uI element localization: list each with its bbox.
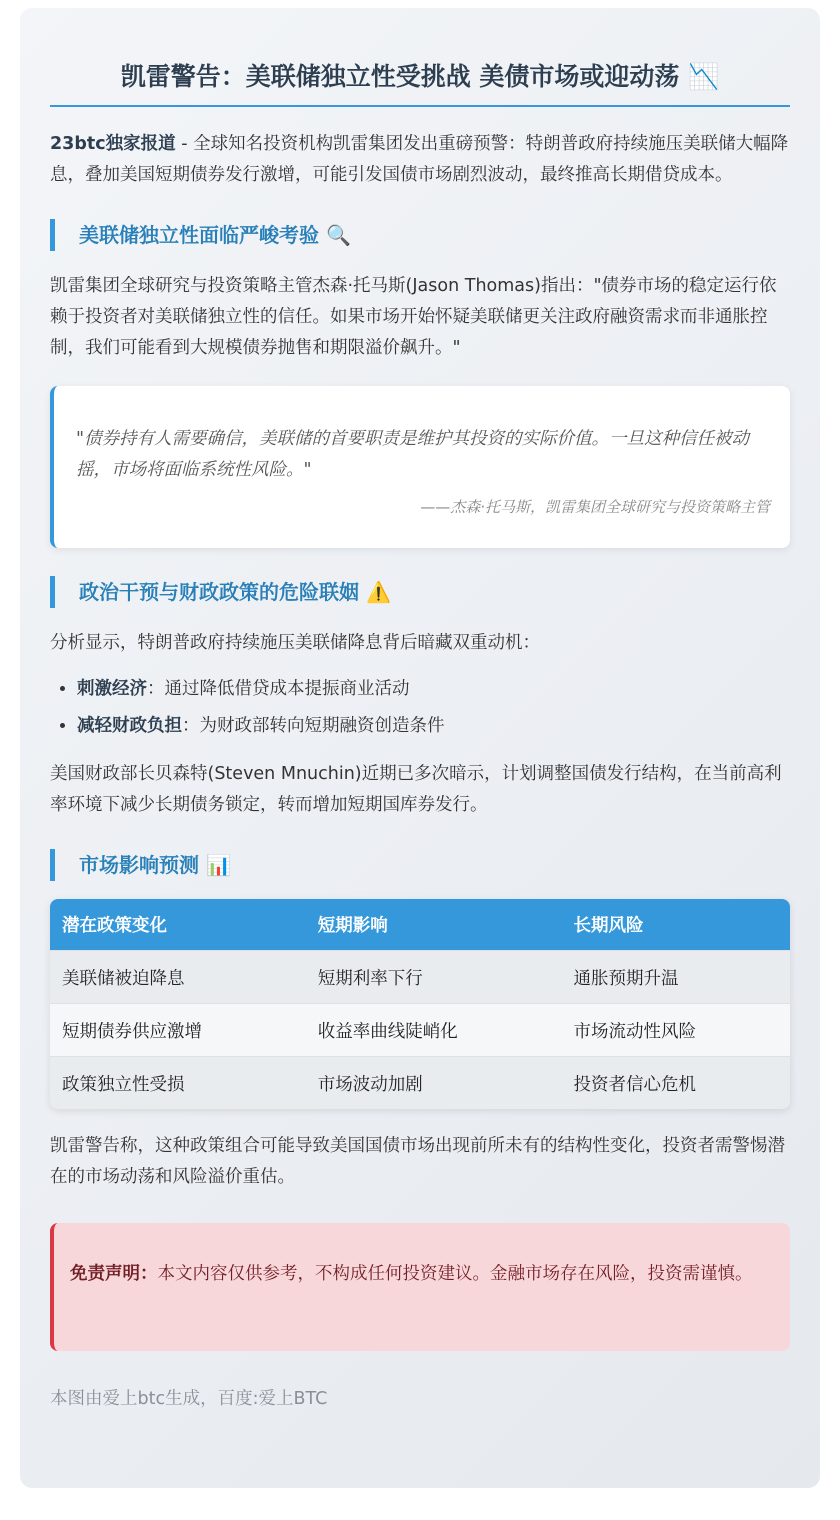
section-heading-political-intervention <box>50 576 790 608</box>
footer-credit: 本图由爱上btc生成，百度:爱上BTC <box>50 1389 328 1409</box>
section-heading-fed-independence <box>50 219 790 251</box>
list-item-label: 刺激经济 <box>77 679 147 699</box>
table-row <box>50 1003 790 1056</box>
section3-heading-text: 市场影响预测 <box>79 853 199 877</box>
section3-paragraph: 凯雷警告称，这种政策组合可能导致美国国债市场出现前所未有的结构性变化，投资者需警惕潜在的市场动荡和风险溢价重估。 <box>50 1136 785 1187</box>
section1-heading-text: 美联储独立性面临严峻考验 <box>79 223 319 247</box>
section-heading-market-impact <box>50 849 790 881</box>
list-item-label: 减轻财政负担 <box>77 716 182 736</box>
chart-decreasing-icon: 📉 <box>688 62 720 91</box>
table-cell: 投资者信心危机 <box>562 1056 791 1109</box>
table-cell: 短期债券供应激增 <box>50 1003 306 1056</box>
table-header-cell: 长期风险 <box>562 899 791 950</box>
intro-text: - 全球知名投资机构凯雷集团发出重磅预警：特朗普政府持续施压美联储大幅降息，叠加美国短期债券发行激增，可能引发国债市场剧烈波动，最终推高长期借贷成本。 <box>50 134 789 185</box>
page-title <box>50 8 790 107</box>
list-item-text: ：通过降低借贷成本提振商业活动 <box>147 679 410 699</box>
table-cell: 美联储被迫降息 <box>50 950 306 1003</box>
magnifier-icon: 🔍 <box>325 223 351 247</box>
blockquote <box>50 386 790 548</box>
list-item <box>77 708 790 745</box>
warning-icon: ⚠️ <box>365 580 391 604</box>
motives-list <box>50 671 790 745</box>
table-cell: 市场波动加剧 <box>306 1056 562 1109</box>
title-text: 凯雷警告：美联储独立性受挑战 美债市场或迎动荡 <box>120 62 680 91</box>
disclaimer-label: 免责声明： <box>70 1264 158 1284</box>
disclaimer-box <box>50 1223 790 1351</box>
intro-paragraph <box>50 129 790 191</box>
table-header-cell: 潜在政策变化 <box>50 899 306 950</box>
list-item <box>77 671 790 708</box>
disclaimer-text: 本文内容仅供参考，不构成任何投资建议。金融市场存在风险，投资需谨慎。 <box>157 1264 753 1284</box>
intro-lead: 23btc独家报道 <box>50 134 176 154</box>
table-header-cell: 短期影响 <box>306 899 562 950</box>
table-cell: 短期利率下行 <box>306 950 562 1003</box>
table-header-row <box>50 899 790 950</box>
quote-text: "债券持有人需要确信，美联储的首要职责是维护其投资的实际价值。一旦这种信任被动摇，市场将面临系统性风险。" <box>76 429 750 480</box>
table-row <box>50 1056 790 1109</box>
table-cell: 市场流动性风险 <box>562 1003 791 1056</box>
bar-chart-icon: 📊 <box>205 853 231 877</box>
table-cell: 政策独立性受损 <box>50 1056 306 1109</box>
section2-heading-text: 政治干预与财政政策的危险联姻 <box>79 580 359 604</box>
section2-paragraph: 分析显示，特朗普政府持续施压美联储降息背后暗藏双重动机： <box>50 633 540 653</box>
list-item-text: ：为财政部转向短期融资创造条件 <box>182 716 445 736</box>
section2-paragraph-2: 美国财政部长贝森特(Steven Mnuchin)近期已多次暗示，计划调整国债发行结构，在当前高利率环境下减少长期债务锁定，转而增加短期国库券发行。 <box>50 764 782 815</box>
table-cell: 收益率曲线陡峭化 <box>306 1003 562 1056</box>
impact-table <box>50 899 790 1109</box>
table-row <box>50 950 790 1003</box>
article-card <box>20 8 820 1488</box>
table-cell: 通胀预期升温 <box>562 950 791 1003</box>
section1-paragraph: 凯雷集团全球研究与投资策略主管杰森·托马斯(Jason Thomas)指出："债券市场的稳定运行依赖于投资者对美联储独立性的信任。如果市场开始怀疑美联储更关注政府融资需求而非通胀控制，我们可能看到大规模债券抛售和期限溢价飙升。" <box>50 276 777 358</box>
quote-author: ——杰森·托马斯，凯雷集团全球研究与投资策略主管 <box>420 498 770 516</box>
